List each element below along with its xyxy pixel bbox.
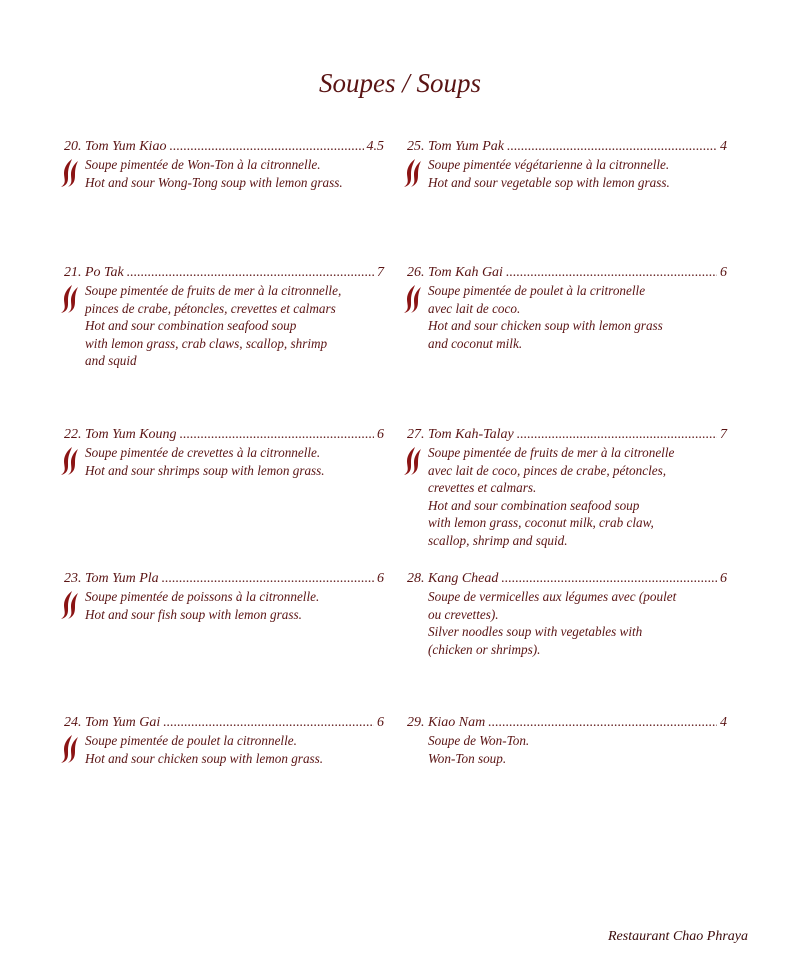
menu-item: [64, 570, 384, 623]
menu-item-description: [407, 732, 727, 767]
description-line: Soupe de Won-Ton.: [428, 733, 530, 748]
chili-pepper-icon: [58, 284, 80, 314]
description-line: Won-Ton soup.: [428, 750, 507, 766]
menu-item-header: [407, 570, 727, 588]
description-line: (chicken or shrimps).: [428, 641, 541, 657]
dot-leader: [488, 714, 717, 732]
dot-leader: [506, 264, 717, 282]
dot-leader: [163, 714, 374, 732]
menu-item-price: 7: [720, 427, 727, 442]
menu-item-price: 6: [720, 265, 727, 280]
menu-item-description: [407, 444, 727, 549]
menu-item-title: Tom Kah-Talay: [428, 427, 514, 442]
menu-item-title: Kang Chead: [428, 571, 499, 586]
menu-item-number: 27.: [407, 427, 425, 442]
menu-item-header: [64, 570, 384, 588]
description-line: Hot and sour Wong-Tong soup with lemon grass.: [85, 174, 343, 190]
menu-item-price: 6: [377, 571, 384, 586]
description-line: avec lait de coco.: [428, 300, 521, 316]
description-line: and coconut milk.: [428, 335, 523, 351]
menu-item-name: [407, 264, 503, 282]
dot-leader: [517, 426, 717, 444]
menu-item-title: Tom Yum Kiao: [85, 139, 167, 154]
menu-item-name: [407, 426, 514, 444]
dot-leader: [180, 426, 374, 444]
menu-item-number: 28.: [407, 571, 425, 586]
description-line: Hot and sour shrimps soup with lemon grass.: [85, 462, 325, 478]
dot-leader: [127, 264, 374, 282]
menu-item-header: [407, 714, 727, 732]
description-line: ou crevettes).: [428, 606, 499, 622]
description-line: and squid: [85, 353, 137, 368]
description-line: Hot and sour vegetable sop with lemon grass.: [428, 174, 670, 190]
menu-item-title: Tom Yum Koung: [85, 427, 177, 442]
menu-item-description: [407, 282, 727, 352]
chili-pepper-icon: [58, 734, 80, 764]
menu-item-name: [407, 714, 485, 732]
menu-item-description: [64, 444, 384, 479]
menu-item: [64, 264, 384, 370]
chili-pepper-icon: [401, 158, 423, 188]
menu-item-name: [407, 570, 498, 588]
menu-item-name: [64, 570, 159, 588]
menu-item-description: [64, 588, 384, 623]
menu-item-name: [407, 138, 504, 156]
menu-item-number: 23.: [64, 571, 82, 586]
menu-item-header: [407, 264, 727, 282]
menu-item-name: [64, 264, 124, 282]
dot-leader: [501, 570, 717, 588]
menu-item-title: Tom Kah Gai: [428, 265, 503, 280]
description-line: Soupe pimentée de poissons à la citronnelle.: [85, 589, 320, 604]
menu-item: [407, 570, 727, 658]
menu-item-title: Tom Yum Gai: [85, 715, 161, 730]
chili-pepper-icon: [401, 446, 423, 476]
menu-item-name: [64, 426, 177, 444]
description-line: Soupe de vermicelles aux légumes avec (poulet: [428, 589, 677, 604]
menu-item-number: 21.: [64, 265, 82, 280]
description-line: Soupe pimentée de poulet la citronnelle.: [85, 733, 297, 748]
menu-item-header: [64, 264, 384, 282]
restaurant-footer: Restaurant Chao Phraya: [608, 929, 748, 944]
menu-item-price: 6: [720, 571, 727, 586]
menu-item-price: 4: [720, 139, 727, 154]
description-line: Hot and sour fish soup with lemon grass.: [85, 606, 302, 622]
description-line: Soupe pimentée de Won-Ton à la citronnelle.: [85, 157, 321, 172]
menu-item-description: [407, 588, 727, 658]
menu-item-title: Po Tak: [85, 265, 124, 280]
chili-pepper-icon: [58, 590, 80, 620]
description-line: pinces de crabe, pétoncles, crevettes et calmars: [85, 300, 336, 316]
menu-item-price: 4: [720, 715, 727, 730]
menu-item-price: 7: [377, 265, 384, 280]
description-line: Soupe pimentée de poulet à la critronelle: [428, 283, 646, 298]
description-line: scallop, shrimp and squid.: [428, 532, 568, 548]
description-line: Soupe pimentée végétarienne à la citronnelle.: [428, 157, 670, 172]
description-line: Soupe pimentée de fruits de mer à la citronnelle,: [85, 283, 342, 298]
menu-item-price: 6: [377, 427, 384, 442]
menu-item-number: 25.: [407, 139, 425, 154]
menu-item: [64, 714, 384, 767]
menu-item-name: [64, 714, 160, 732]
menu-item-header: [64, 426, 384, 444]
menu-item-header: [64, 714, 384, 732]
description-line: with lemon grass, crab claws, scallop, shrimp: [85, 335, 328, 351]
description-line: Soupe pimentée de crevettes à la citronnelle.: [85, 445, 321, 460]
menu-item-number: 29.: [407, 715, 425, 730]
menu-item-name: [64, 138, 166, 156]
description-line: with lemon grass, coconut milk, crab claw,: [428, 515, 654, 530]
description-line: avec lait de coco, pinces de crabe, pétoncles,: [428, 462, 667, 478]
dot-leader: [169, 138, 363, 156]
menu-item-title: Tom Yum Pak: [428, 139, 504, 154]
menu-item-number: 26.: [407, 265, 425, 280]
chili-pepper-icon: [58, 158, 80, 188]
page-title: Soupes / Soups: [319, 68, 481, 98]
menu-item-header: [407, 138, 727, 156]
description-line: Silver noodles soup with vegetables with: [428, 624, 643, 639]
menu-item: [407, 714, 727, 767]
menu-item: [64, 138, 384, 191]
menu-item: [407, 264, 727, 352]
menu-item-description: [407, 156, 727, 191]
menu-item-price: 6: [377, 715, 384, 730]
description-line: Soupe pimentée de fruits de mer à la citronelle: [428, 445, 675, 460]
chili-pepper-icon: [401, 284, 423, 314]
description-line: Hot and sour combination seafood soup: [85, 318, 297, 333]
menu-item-number: 20.: [64, 139, 82, 154]
description-line: Hot and sour chicken soup with lemon grass.: [85, 750, 324, 766]
description-line: Hot and sour chicken soup with lemon grass: [428, 318, 663, 333]
dot-leader: [162, 570, 374, 588]
menu-item-number: 22.: [64, 427, 82, 442]
menu-item-description: [64, 282, 384, 370]
menu-item: [407, 138, 727, 191]
dot-leader: [507, 138, 717, 156]
description-line: Hot and sour combination seafood soup: [428, 497, 640, 513]
menu-item-title: Tom Yum Pla: [85, 571, 159, 586]
chili-pepper-icon: [58, 446, 80, 476]
menu-item-number: 24.: [64, 715, 82, 730]
menu-item-description: [64, 732, 384, 767]
menu-item-price: 4.5: [366, 139, 384, 154]
menu-item: [407, 426, 727, 549]
menu-item-header: [64, 138, 384, 156]
menu-item-header: [407, 426, 727, 444]
menu-item-description: [64, 156, 384, 191]
menu-item: [64, 426, 384, 479]
menu-item-title: Kiao Nam: [428, 715, 486, 730]
description-line: crevettes et calmars.: [428, 480, 537, 495]
